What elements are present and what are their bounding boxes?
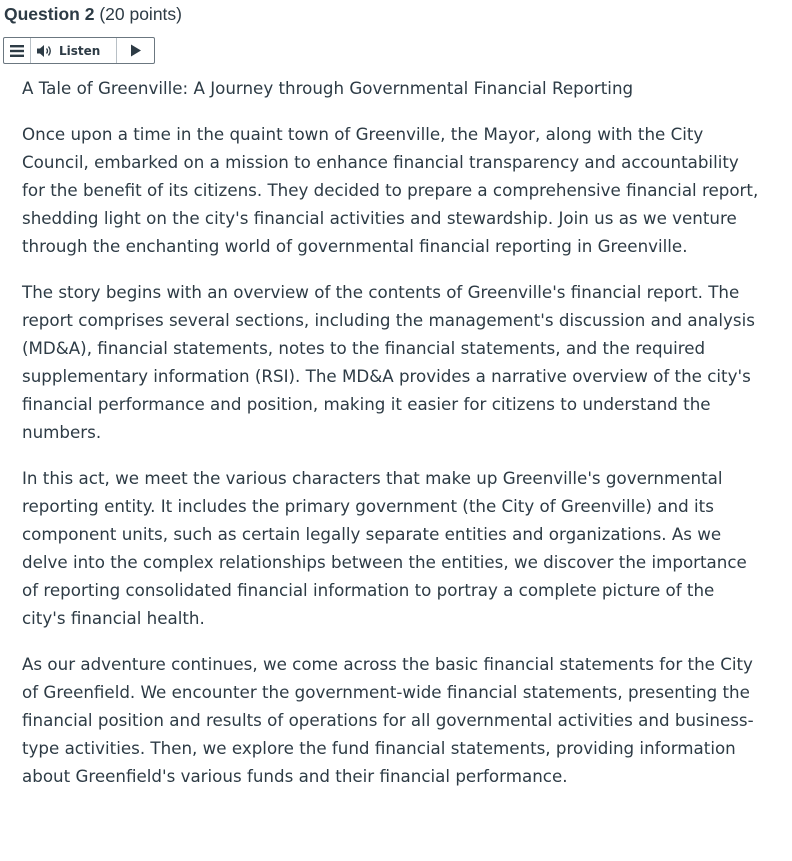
- play-icon: [130, 44, 142, 57]
- story-title: A Tale of Greenville: A Journey through Governmental Financial Reporting: [22, 78, 634, 98]
- question-title: Question 2: [4, 4, 95, 24]
- play-button[interactable]: [117, 38, 154, 63]
- speaker-icon: [36, 44, 54, 58]
- menu-icon: [10, 45, 24, 57]
- paragraph-reporting-entity: In this act, we meet the various characters that make up Greenville's governmental reporting entity. It includes the primary government (the City of Greenville) and its component units, such as certain legally separate entities and organizations. As we delve into the complex relationships between the entities, we discover the importance of reporting consolidated financial information to portray a complete picture of the city's financial health.: [22, 468, 747, 628]
- listen-label: Listen: [59, 43, 101, 58]
- paragraph-basic-statements: As our adventure continues, we come across the basic financial statements for the City of Greenfield. We encounter the government-wide financial statements, presenting the financial position and results of operations for all governmental activities and business-type activities. Then, we explore the fund financial statements, providing information about Greenfield's various funds and their financial performance.: [22, 654, 754, 786]
- paragraph-report-overview: The story begins with an overview of the contents of Greenville's financial report. The report comprises several sections, including the management's discussion and analysis (MD&A), financial statements, notes to the financial statements, and the required supplementary information (RSI). The MD&A provides a narrative overview of the city's financial performance and position, making it easier for citizens to understand the numbers.: [22, 282, 755, 442]
- question-content: [22, 74, 762, 808]
- paragraph-intro: Once upon a time in the quaint town of Greenville, the Mayor, along with the City Council, embarked on a mission to enhance financial transparency and accountability for the benefit of its citizens. They decided to prepare a comprehensive financial report, shedding light on the city's financial activities and stewardship. Join us as we venture through the enchanting world of governmental financial reporting in Greenville.: [22, 124, 759, 256]
- listen-toolbar: [3, 37, 155, 64]
- listen-menu-button[interactable]: [4, 38, 31, 63]
- listen-button[interactable]: [31, 38, 117, 63]
- question-header: [4, 4, 182, 25]
- question-points: (20 points): [99, 4, 182, 24]
